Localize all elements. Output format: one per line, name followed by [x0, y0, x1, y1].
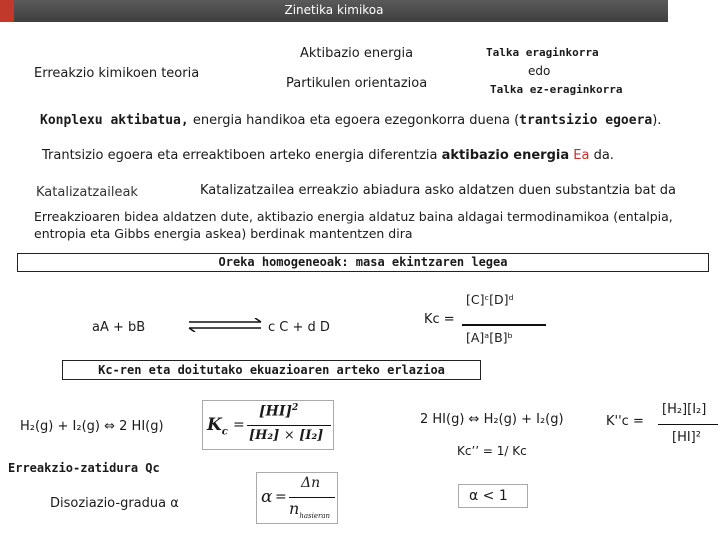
kc-formula-num-text: [HI]	[259, 403, 293, 420]
kc2-denominator: [HI]²	[672, 430, 701, 445]
dissociation-label: Disoziazio-gradua α	[50, 496, 179, 511]
alpha-formula-box	[256, 472, 338, 524]
kc-denominator: [A]ᵃ[B]ᵇ	[466, 330, 513, 345]
kc-formula-line	[247, 425, 331, 426]
delta-n: Δn	[301, 475, 321, 491]
reaction-2: 2 HI(g) ⇔ H₂(g) + I₂(g)	[420, 412, 564, 427]
kc-formula-symbol	[207, 415, 228, 437]
page-title: Zinetika kimikoa	[284, 3, 384, 17]
kc-formula-k: K	[207, 415, 222, 435]
alpha-fraction-line	[289, 497, 335, 498]
kc-formula-sub: c	[221, 426, 228, 438]
n-symbol: n	[289, 499, 300, 518]
title-bar	[0, 0, 668, 22]
activated-complex-end: ).	[652, 113, 662, 128]
activated-complex-desc: energia handikoa eta egoera ezegonkorra duena (	[188, 113, 520, 128]
transition-text	[42, 148, 614, 163]
activation-energy-term: aktibazio energia	[441, 148, 570, 163]
alpha-condition-box	[458, 484, 528, 508]
alpha-symbol: α	[261, 487, 273, 507]
kc2-numerator: [H₂][I₂]	[662, 402, 707, 417]
kc-formula-denominator	[249, 428, 323, 443]
equilibrium-reactants: aA + bB	[92, 320, 146, 335]
transition-end: da.	[589, 148, 614, 163]
reaction-1: H₂(g) + I₂(g) ⇔ 2 HI(g)	[20, 419, 164, 434]
n-initial	[289, 499, 330, 520]
kc-label: Kc =	[424, 312, 455, 327]
effective-collision-label: Talka eraginkorra	[486, 46, 599, 59]
activated-complex-text	[40, 113, 661, 128]
equilibrium-products: c C + d D	[268, 320, 330, 335]
transition-desc: Trantsizio egoera eta erreaktiboen arteko energia diferentzia	[42, 148, 442, 163]
alpha-condition: α < 1	[469, 488, 508, 504]
kc-formula-den-a: [H₂]	[249, 428, 280, 443]
kc2-fraction-line	[658, 424, 718, 425]
inverse-relation: Kc’’ = 1/ Kc	[457, 444, 527, 458]
catalyst-line2: Erreakzioaren bidea aldatzen dute, aktibazio energia aldatuz baina aldagai termodinamikoa (entalpia,	[34, 209, 673, 224]
equilibrium-heading-box	[17, 253, 709, 272]
kc-prime-label: K''c =	[606, 414, 644, 429]
kc-formula-equals: =	[233, 417, 245, 433]
kc-formula-num-exp: 2	[292, 403, 299, 413]
activated-complex-term: Konplexu aktibatua,	[40, 113, 189, 128]
catalyst-label: Katalizatzaileak	[36, 185, 138, 200]
kc-numerator: [C]ᶜ[D]ᵈ	[466, 292, 514, 307]
transition-state-term: trantsizio egoera	[519, 113, 653, 128]
kc-formula-numerator	[259, 403, 298, 420]
kc-fraction-line	[462, 324, 546, 326]
n-subscript: hasieran	[299, 512, 330, 521]
catalyst-line1: Katalizatzailea erreakzio abiadura asko aldatzen duen substantzia bat da	[200, 183, 676, 198]
kc-formula-den-b: [I₂]	[299, 428, 324, 443]
or-label: edo	[528, 64, 551, 78]
kc-formula-times: ×	[283, 428, 295, 443]
ea-symbol: Ea	[573, 148, 590, 163]
relation-heading: Kc-ren eta doitutako ekuazioaren arteko erlazioa	[98, 363, 445, 377]
particle-orientation-label: Partikulen orientazioa	[286, 76, 428, 91]
equilibrium-arrow-icon	[185, 318, 265, 332]
kc-formula-box	[202, 400, 334, 450]
reaction-quotient-label: Erreakzio-zatidura Qc	[8, 461, 160, 475]
ineffective-collision-label: Talka ez-eraginkorra	[490, 83, 623, 96]
catalyst-line3: entropia eta Gibbs energia askea) berdinak mantentzen dira	[34, 226, 413, 241]
alpha-equals: =	[275, 489, 287, 505]
equilibrium-heading: Oreka homogeneoak: masa ekintzaren legea	[218, 255, 508, 269]
theory-heading: Erreakzio kimikoen teoria	[34, 66, 200, 81]
activation-energy-label: Aktibazio energia	[300, 46, 414, 61]
relation-heading-box	[62, 360, 481, 380]
